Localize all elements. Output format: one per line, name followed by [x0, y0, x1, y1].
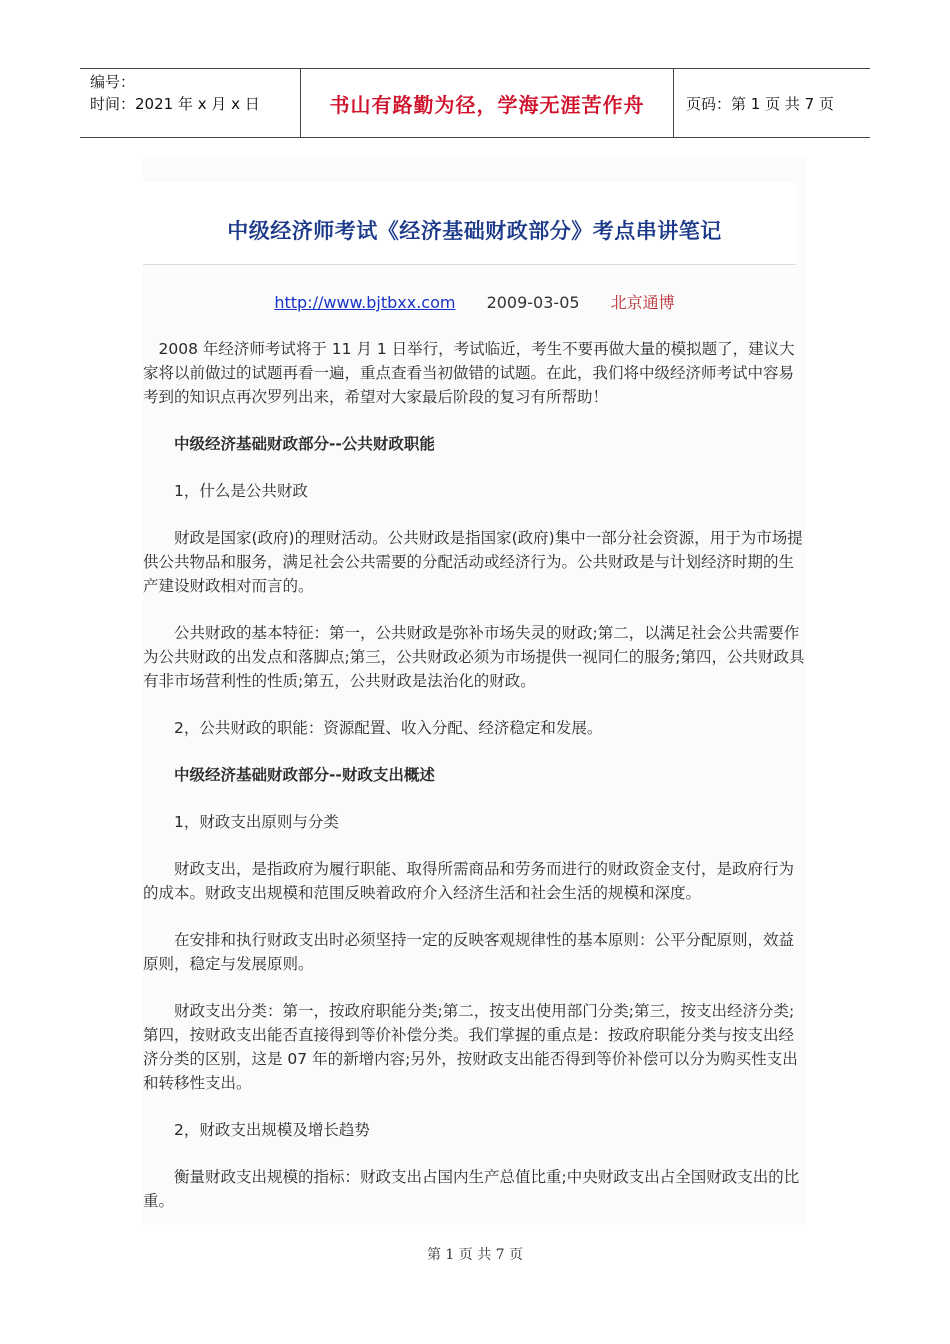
article-meta	[143, 290, 806, 313]
sub-heading: 2，财政支出规模及增长趋势	[174, 1121, 370, 1139]
source-name: 北京通博	[610, 293, 675, 312]
body-paragraph: 财政支出分类：第一，按政府职能分类;第二，按支出使用部门分类;第三，按支出经济分类;第四，按财政支出能否直接得到等价补偿分类。我们掌握的重点是：按政府职能分类与按支出经济分类的区别，这是 07 年的新增内容;另外，按财政支出能否得到等价补偿可以分为购买性支出和转移性支出。	[143, 1002, 798, 1092]
sub-heading: 1，财政支出原则与分类	[174, 813, 339, 831]
body-paragraph: 财政是国家(政府)的理财活动。公共财政是指国家(政府)集中一部分社会资源，用于为市场提供公共物品和服务，满足社会公共需要的分配活动或经济行为。公共财政是与计划经济时期的生产建设财政相对而言的。	[143, 529, 803, 595]
article-container	[143, 157, 806, 1225]
section-heading: 中级经济基础财政部分--公共财政职能	[174, 435, 435, 453]
publish-date: 2009-03-05	[486, 293, 580, 312]
body-paragraph: 在安排和执行财政支出时必须坚持一定的反映客观规律性的基本原则：公平分配原则，效益原则，稳定与发展原则。	[143, 931, 795, 973]
article-body	[143, 337, 806, 1236]
page-info: 页码：第 1 页 共 7 页	[686, 94, 834, 113]
time-label: 时间：2021 年 x 月 x 日	[90, 95, 260, 113]
sub-heading: 1，什么是公共财政	[174, 482, 308, 500]
intro-paragraph: 2008 年经济师考试将于 11 月 1 日举行，考试临近，考生不要再做大量的模拟题了，建议大家将以前做过的试题再看一遍，重点查看当初做错的试题。在此，我们将中级经济师考试中容易考到的知识点再次罗列出来，希望对大家最后阶段的复习有所帮助！	[143, 340, 795, 406]
body-paragraph: 衡量财政支出规模的指标：财政支出占国内生产总值比重;中央财政支出占全国财政支出的比重。	[143, 1168, 800, 1210]
number-label: 编号：	[90, 73, 136, 91]
page-footer: 第 1 页 共 7 页	[426, 1247, 524, 1263]
source-link[interactable]: http://www.bjtbxx.com	[274, 293, 456, 312]
header-table	[80, 68, 870, 138]
body-paragraph: 财政支出，是指政府为履行职能、取得所需商品和劳务而进行的财政资金支付，是政府行为的成本。财政支出规模和范围反映着政府介入经济生活和社会生活的规模和深度。	[143, 860, 795, 902]
header-left-cell	[80, 69, 300, 137]
motto: 书山有路勤为径，学海无涯苦作舟	[300, 69, 674, 137]
body-paragraph: 公共财政的基本特征：第一，公共财政是弥补市场失灵的财政;第二，以满足社会公共需要作为公共财政的出发点和落脚点;第三，公共财政必须为市场提供一视同仁的服务;第四，公共财政具有非市场营利性的性质;第五，公共财政是法治化的财政。	[143, 624, 805, 690]
article-title: 中级经济师考试《经济基础财政部分》考点串讲笔记	[227, 219, 722, 243]
body-paragraph: 2，公共财政的职能：资源配置、收入分配、经济稳定和发展。	[174, 719, 603, 737]
section-heading: 中级经济基础财政部分--财政支出概述	[174, 766, 435, 784]
